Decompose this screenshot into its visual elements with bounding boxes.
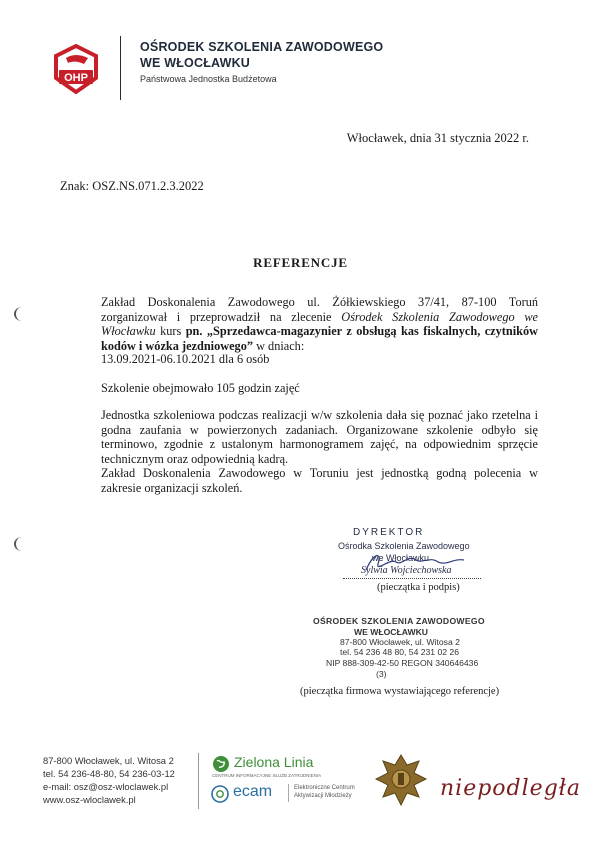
org-name-line2: WE WŁOCŁAWKU xyxy=(140,56,251,70)
punch-mark-bottom xyxy=(14,537,30,551)
signature-org-line1: Ośrodka Szkolenia Zawodowego xyxy=(338,541,470,551)
intro-org: Ośrodek Szkolenia Zawodowego we Włocławku xyxy=(101,309,538,339)
zielona-linia-icon xyxy=(212,755,230,773)
org-subtitle: Państwowa Jednostka Budżetowa xyxy=(140,74,277,84)
signatory-name: Sylwia Wojciechowska xyxy=(361,565,452,576)
logo-text: OHP xyxy=(64,72,88,84)
paragraph-assessment: Jednostka szkoleniowa podczas realizacji w/w szkolenia dała się poznać jako rzetelna i godna zaufania w powierzonych zadaniach. Organizowane szkolenie odbyło się terminowo, zgodnie z ustalonym harmonogramem zajęć, na odpowiednim sprzęcie technicznym oraz odpowiednią kadrą. xyxy=(101,408,538,466)
stamp-line5: NIP 888-309-42-50 REGON 340646436 xyxy=(326,658,479,668)
footer-email[interactable]: e-mail: osz@osz-wloclawek.pl xyxy=(43,781,169,792)
zielona-linia-name: Zielona Linia xyxy=(234,754,314,770)
stamp-line6: (3) xyxy=(376,669,387,679)
place-date: Włocławek, dnia 31 stycznia 2022 r. xyxy=(346,131,529,145)
stamp-line2: WE WŁOCŁAWKU xyxy=(354,627,428,637)
stamp-line3: 87-800 Włocławek, ul. Witosa 2 xyxy=(340,637,460,647)
footer-address: 87-800 Włocławek, ul. Witosa 2 xyxy=(43,755,174,766)
footer-divider xyxy=(198,753,199,809)
zielona-linia-subtitle: CENTRUM INFORMACYJNE SŁUŻB ZATRUDNIENIA xyxy=(212,773,322,778)
ecam-divider xyxy=(288,784,289,802)
stamp-line4: tel. 54 236 48 80, 54 231 02 26 xyxy=(340,647,459,657)
niepodlegla-logo: niepodległa xyxy=(440,776,582,801)
ecam-subtitle-line2: Aktywizacji Młodzieży xyxy=(294,793,352,799)
header-divider xyxy=(120,36,121,100)
ecam-name: ecam xyxy=(233,783,273,800)
punch-mark-top xyxy=(14,307,30,321)
independence-emblem-icon xyxy=(372,751,430,813)
org-name-line1: OŚRODEK SZKOLENIA ZAWODOWEGO xyxy=(140,40,384,54)
footer-website[interactable]: www.osz-wloclawek.pl xyxy=(43,794,136,805)
course-dates: 13.09.2021-06.10.2021 dla 6 osób xyxy=(101,352,270,366)
course-name: pn. „Sprzedawca-magazynier z obsługą kas fiskalnych, czytników kodów i wózka jezdniowego” xyxy=(101,324,539,353)
stamp-caption: (pieczątka firmowa wystawiającego referencje) xyxy=(300,686,500,697)
paragraph-recommendation: Zakład Doskonalenia Zawodowego w Toruniu jest jednostką godną polecenia w zakresie organizacji szkoleń. xyxy=(101,466,538,495)
signature-caption: (pieczątka i podpis) xyxy=(377,582,460,593)
ecam-icon xyxy=(211,785,229,803)
signature-org-line2: we Włocławku xyxy=(372,553,430,563)
ecam-subtitle-line1: Elektroniczne Centrum xyxy=(294,785,355,791)
document-title: REFERENCJE xyxy=(253,255,348,270)
intro-text-a: Zakład Doskonalenia Zawodowego ul. Żółkiewskiego 37/41, 87-100 Toruń zorganizował i przeprowadził na zlecenie xyxy=(101,295,538,324)
paragraph-intro xyxy=(101,295,538,353)
course-hours: Szkolenie obejmowało 105 godzin zajęć xyxy=(101,381,300,395)
signature-title: DYREKTOR xyxy=(353,527,425,538)
footer-phone: tel. 54 236-48-80, 54 236-03-12 xyxy=(43,768,175,779)
intro-text-c: w dniach: xyxy=(253,338,305,353)
reference-number: Znak: OSZ.NS.071.2.3.2022 xyxy=(60,179,204,193)
ohp-logo-icon xyxy=(50,44,102,94)
intro-text-b: kurs xyxy=(155,324,186,339)
stamp-line1: OŚRODEK SZKOLENIA ZAWODOWEGO xyxy=(313,616,485,626)
signature-line xyxy=(343,578,481,579)
